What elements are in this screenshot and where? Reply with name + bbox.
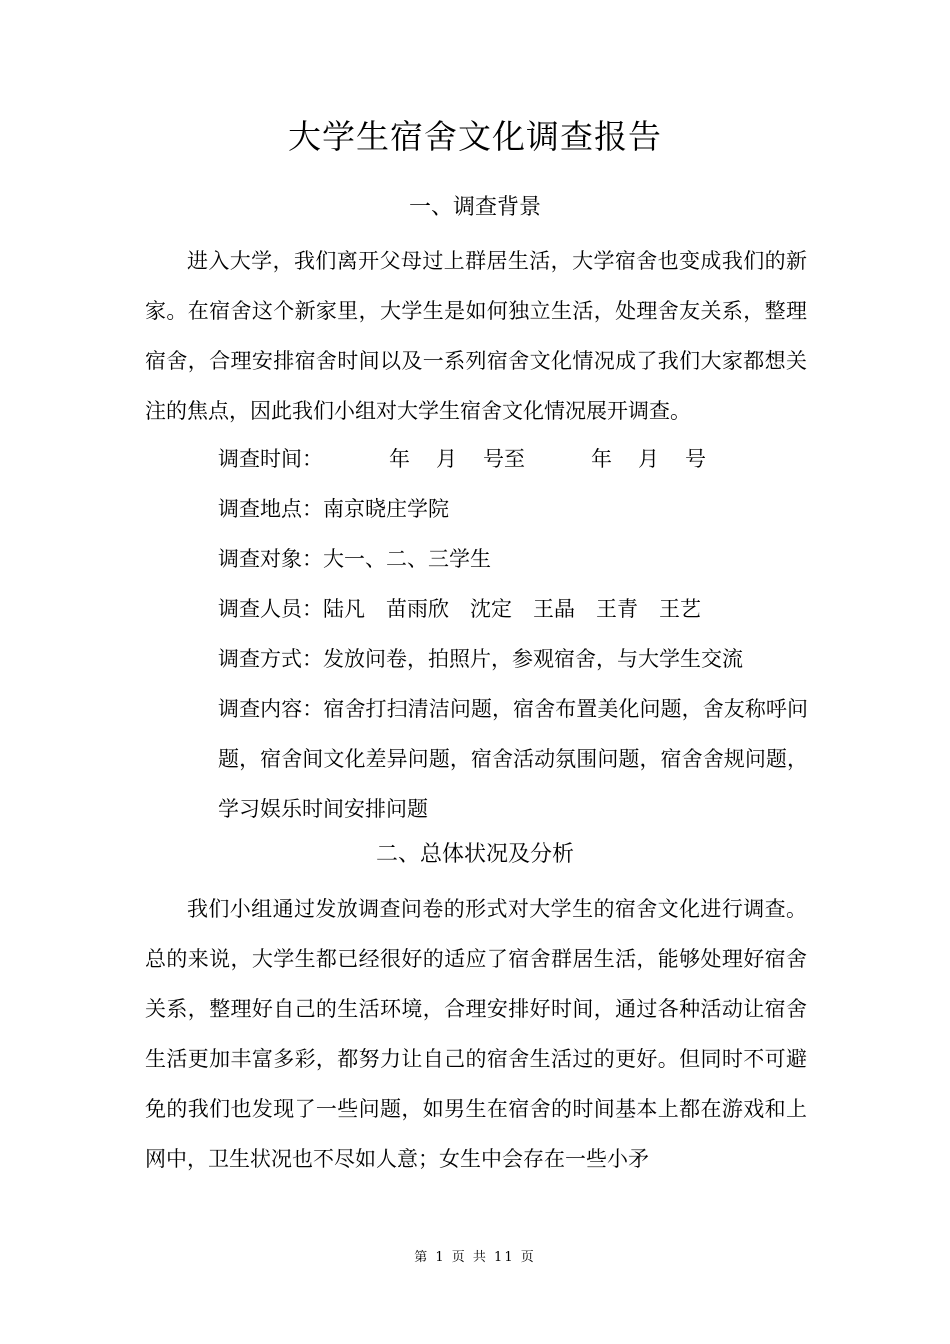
survey-people-label: 调查人员： xyxy=(218,597,323,621)
survey-content-label: 调查内容： xyxy=(218,697,324,721)
survey-people-row xyxy=(218,584,701,634)
survey-method-label: 调查方式： xyxy=(218,647,323,671)
survey-subject-label: 调查对象： xyxy=(218,547,323,571)
survey-time-label: 调查时间： xyxy=(218,447,323,471)
survey-subject-row xyxy=(218,534,491,584)
section-heading-overview: 二、总体状况及分析 xyxy=(375,842,574,867)
background-paragraph: 进入大学，我们离开父母过上群居生活，大学宿舍也变成我们的新家。在宿舍这个新家里，大学生是如何独立生活，处理舍友关系，整理宿舍，合理安排宿舍时间以及一系列宿舍文化情况成了我们大家都想关注的焦点，因此我们小组对大学生宿舍文化情况展开调查。 xyxy=(145,249,807,423)
survey-time-row xyxy=(218,434,706,484)
page-footer: 第 1 页 共 11 页 xyxy=(414,1250,536,1265)
survey-time-year1: 年 xyxy=(389,447,410,471)
survey-place-label: 调查地点： xyxy=(218,497,323,521)
survey-time-year2: 年 xyxy=(591,447,612,471)
survey-time-day1: 号至 xyxy=(483,447,525,471)
survey-method-value: 发放问卷，拍照片，参观宿舍，与大学生交流 xyxy=(323,647,743,671)
survey-content-row xyxy=(218,684,808,834)
document-title: 大学生宿舍文化调查报告 xyxy=(288,117,662,156)
survey-time-month1: 月 xyxy=(436,447,457,471)
overview-paragraph: 我们小组通过发放调查问卷的形式对大学生的宿舍文化进行调查。总的来说，大学生都已经很好的适应了宿舍群居生活，能够处理好宿舍关系，整理好自己的生活环境，合理安排好时间，通过各种活动让宿舍生活更加丰富多彩，都努力让自己的宿舍生活过的更好。但同时不可避免的我们也发现了一些问题，如男生在宿舍的时间基本上都在游戏和上网中，卫生状况也不尽如人意；女生中会存在一些小矛 xyxy=(145,897,807,1171)
survey-content-value: 宿舍打扫清洁问题，宿舍布置美化问题，舍友称呼问题，宿舍间文化差异问题，宿舍活动氛围问题，宿舍舍规问题，学习娱乐时间安排问题 xyxy=(218,697,809,821)
survey-people-value: 陆凡 苗雨欣 沈定 王晶 王青 王艺 xyxy=(323,597,701,621)
survey-time-month2: 月 xyxy=(638,447,659,471)
survey-method-row xyxy=(218,634,743,684)
survey-place-value: 南京晓庄学院 xyxy=(323,497,449,521)
section-heading-background: 一、调查背景 xyxy=(408,195,541,220)
survey-place-row xyxy=(218,484,449,534)
survey-subject-value: 大一、二、三学生 xyxy=(323,547,491,571)
survey-time-day2: 号 xyxy=(685,447,706,471)
